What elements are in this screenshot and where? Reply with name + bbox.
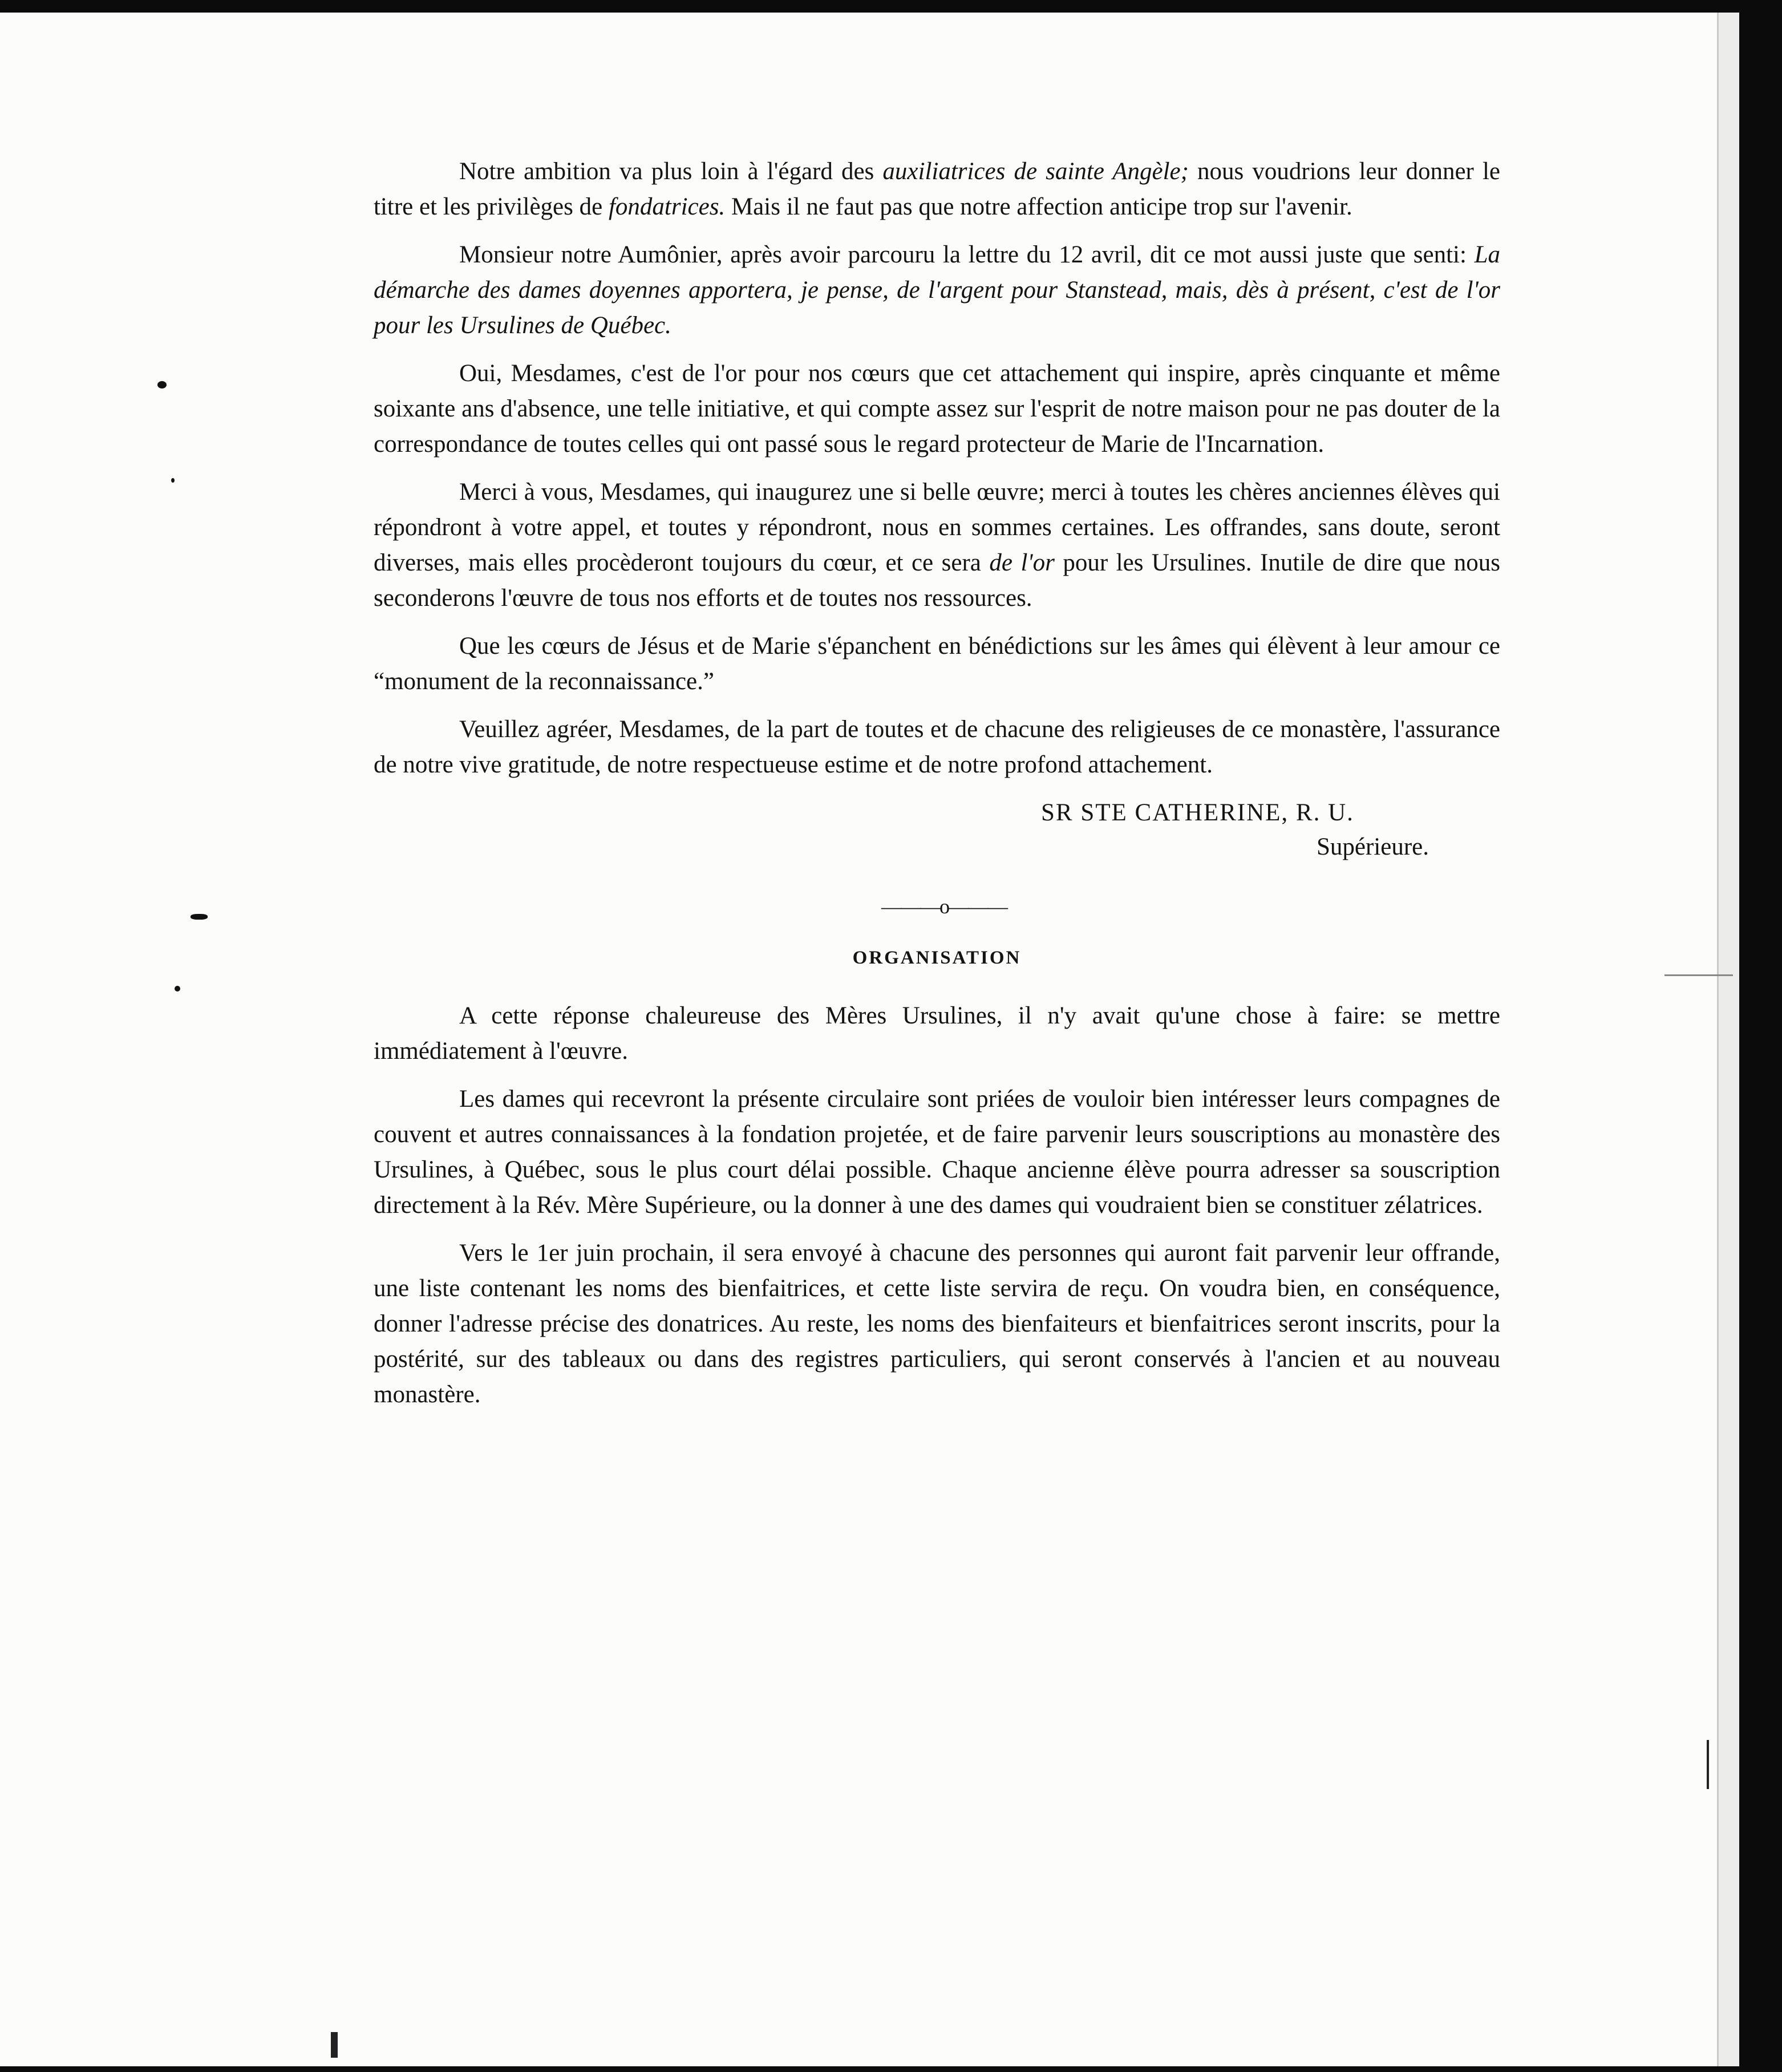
text-run: Veuillez agréer, Mesdames, de la part de toutes et de chacune des religieuses de ce monastère, l'assurance de notre vive gratitude, de notre respectueuse estime et de notre profond attachement. <box>374 716 1500 778</box>
italic-text: La démarche des dames doyennes apportera, je pense, de l'argent pour Stanstead, mais, dès à présent, c'est de l'or pour les Ursulines de Québec. <box>374 241 1500 339</box>
paper-edge <box>1717 13 1739 2066</box>
paragraph <box>374 1082 1500 1223</box>
italic-text: auxiliatrices de sainte Angèle; <box>882 158 1189 185</box>
ink-speck <box>171 478 175 483</box>
section-heading: ORGANISATION <box>852 948 1022 968</box>
text-run: nous voudrions leur donner le titre et les privilèges de <box>374 158 1500 220</box>
paragraph <box>374 629 1500 699</box>
margin-mark <box>331 2032 338 2058</box>
text-run: Monsieur notre Aumônier, après avoir parcouru la lettre du 12 avril, dit ce mot aussi juste que senti: <box>459 241 1475 268</box>
text-run: A cette réponse chaleureuse des Mères Ursulines, il n'y avait qu'une chose à faire: se mettre immédiatement à l'œuvre. <box>374 1002 1500 1065</box>
document-body <box>374 154 1500 1425</box>
paragraph <box>374 998 1500 1069</box>
text-run: Oui, Mesdames, c'est de l'or pour nos cœurs que cet attachement qui inspire, après cinquante et même soixante ans d'absence, une telle initiative, et qui compte assez sur l'esprit de notre maison pour ne pas douter de la correspondance de toutes celles qui ont passé sous le regard protecteur de Marie de l'Incarnation. <box>374 360 1500 458</box>
signature-block <box>374 795 1500 867</box>
ink-speck <box>191 914 208 920</box>
paragraph <box>374 475 1500 616</box>
organisation-paragraphs <box>374 998 1500 1413</box>
paragraph <box>374 154 1500 225</box>
text-run: Vers le 1er juin prochain, il sera envoyé à chacune des personnes qui auront fait parvenir leur offrande, une liste contenant les noms des bienfaitrices, et cette liste servira de reçu. On voudra bien, en conséquence, donner l'adresse précise des donatrices. Au reste, les noms des bienfaiteurs et bienfaitrices seront inscrits, pour la postérité, sur des tableaux ou dans des registres particuliers, qui seront conservés à l'ancien et au nouveau monastère. <box>374 1240 1500 1408</box>
margin-mark <box>1664 974 1733 976</box>
italic-text: de l'or <box>989 549 1055 576</box>
text-run: pour les Ursulines. Inutile de dire que nous seconderons l'œuvre de tous nos efforts et de toutes nos ressources. <box>374 549 1500 612</box>
signature-title: Supérieure. <box>1317 833 1429 860</box>
paragraph <box>374 356 1500 462</box>
signature-name: SR STE CATHERINE, R. U. <box>1041 799 1354 826</box>
text-run: Les dames qui recevront la présente circulaire sont priées de vouloir bien intéresser leurs compagnes de couvent et autres connaissances à la fondation projetée, et de faire parvenir leurs souscriptions au monastère des Ursulines, à Québec, sous le plus court délai possible. Chaque ancienne élève pourra adresser sa souscription directement à la Rév. Mère Supérieure, ou la donner à une des dames qui voudraient bien se constituer zélatrices. <box>374 1086 1500 1219</box>
margin-mark <box>1707 1740 1709 1789</box>
text-run: Notre ambition va plus loin à l'égard des <box>459 158 883 185</box>
section-divider <box>374 881 1500 921</box>
ink-speck <box>157 381 167 388</box>
ink-speck <box>175 986 180 992</box>
italic-text: fondatrices. <box>608 193 726 220</box>
text-run: Mais il ne faut pas que notre affection anticipe trop sur l'avenir. <box>725 193 1352 220</box>
text-run: Merci à vous, Mesdames, qui inaugurez une si belle œuvre; merci à toutes les chères anciennes élèves qui répondront à votre appel, et toutes y répondront, nous en sommes certaines. Les offrandes, sans doute, seront diverses, mais elles procèderont toujours du cœur, et ce sera <box>374 479 1500 576</box>
paragraph <box>374 712 1500 783</box>
paragraph <box>374 1236 1500 1413</box>
text-run: Que les cœurs de Jésus et de Marie s'épanchent en bénédictions sur les âmes qui élèvent à leur amour ce “monument de la reconnaissance.” <box>374 633 1500 695</box>
letter-paragraphs <box>374 154 1500 783</box>
divider-ornament: ———o——— <box>881 895 1007 918</box>
paragraph <box>374 237 1500 343</box>
